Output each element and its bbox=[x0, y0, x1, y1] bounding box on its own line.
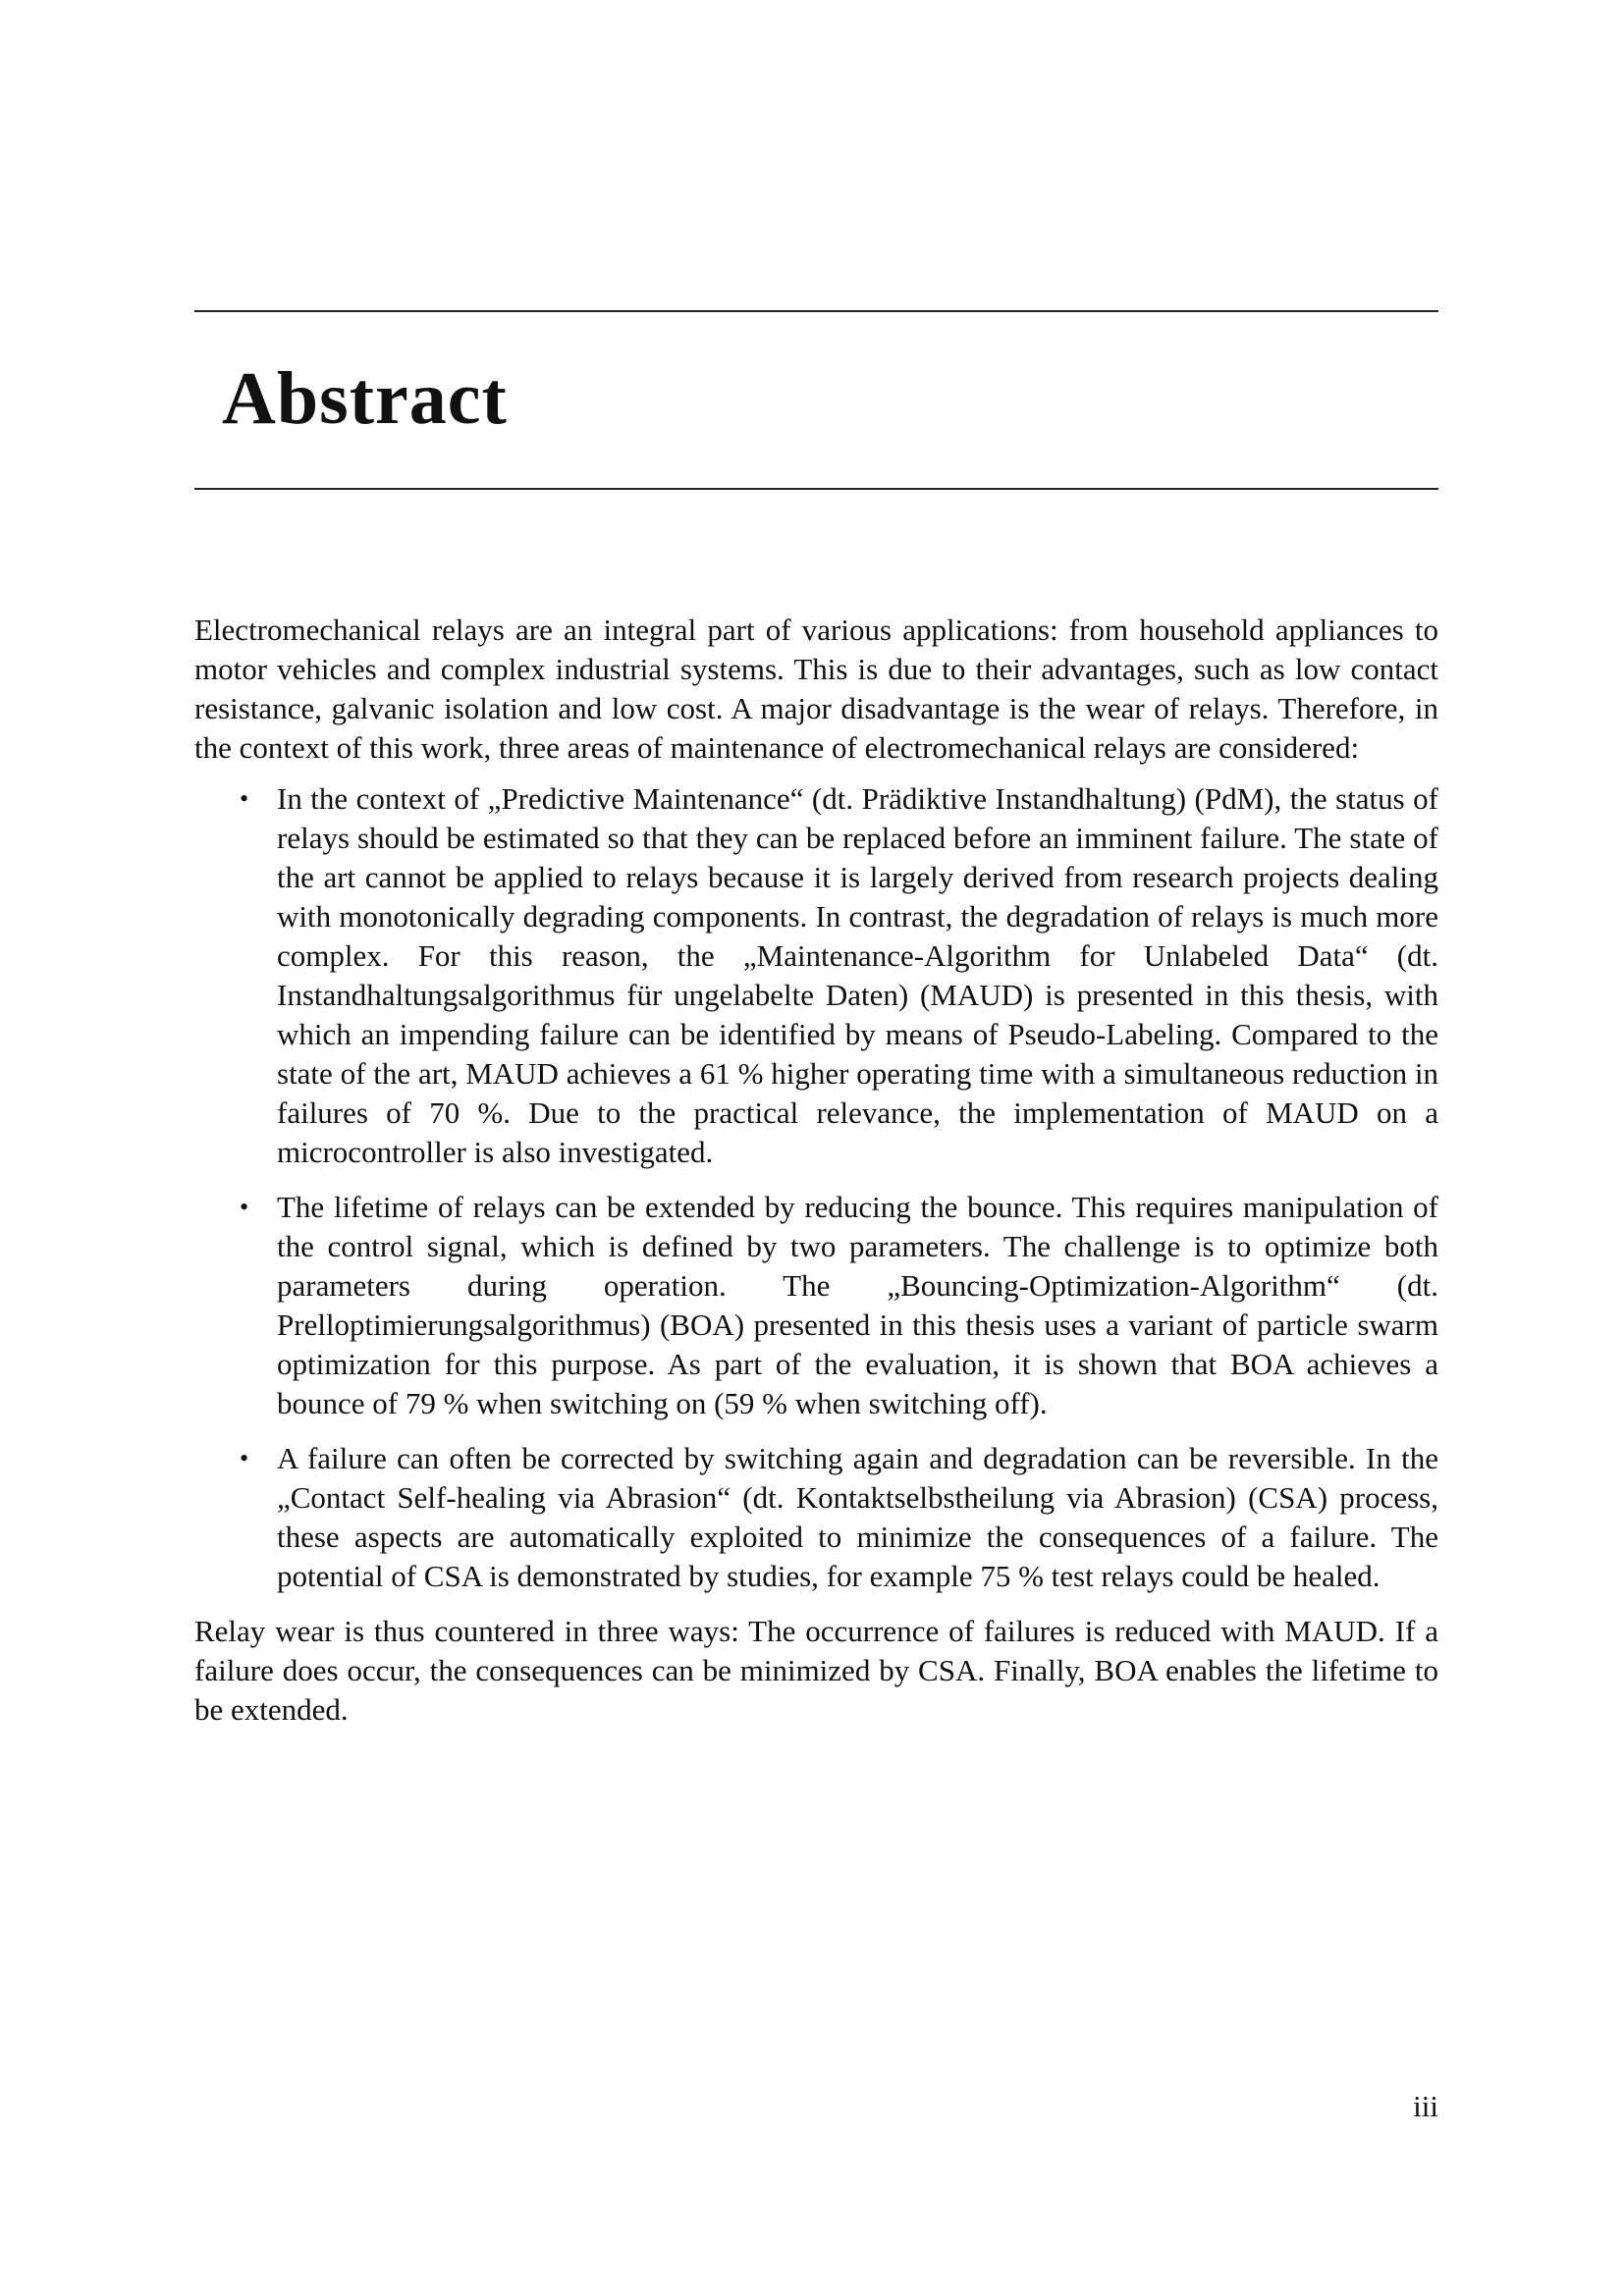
page-number: iii bbox=[1413, 2089, 1438, 2123]
intro-paragraph: Electromechanical relays are an integral part of various applications: from household appliances to motor vehicles and complex industrial systems. This is due to their advantages, such as low contact resistance, galvanic isolation and low cost. A major disadvantage is the wear of relays. Therefore, in the context of this work, three areas of maintenance of electromechanical relays are considered: bbox=[194, 613, 1438, 765]
bullet-icon: • bbox=[240, 1444, 249, 1472]
list-item-pdm bbox=[194, 779, 1438, 1172]
list-item-text: The lifetime of relays can be extended by reducing the bounce. This requires manipulation of the control signal, which is defined by two parameters. The challenge is to optimize both parameters during operation. The „Bouncing-Optimization-Algorithm“ (dt. Prelloptimierungsalgorithmus) (BOA) presented in this thesis uses a variant of particle swarm optimization for this purpose. As part of the evaluation, it is shown that BOA achieves a bounce of 79 % when switching on (59 % when switching off). bbox=[277, 1190, 1438, 1420]
list-item-boa bbox=[194, 1188, 1438, 1423]
abstract-body bbox=[194, 611, 1438, 1730]
chapter-title: Abstract bbox=[222, 357, 508, 440]
list-item-text: A failure can often be corrected by switching again and degradation can be reversible. In the „Contact Self-healing via Abrasion“ (dt. Kontaktselbstheilung via Abrasion) (CSA) process, these aspects are automatically exploited to minimize the consequences of a failure. The potential of CSA is demonstrated by studies, for example 75 % test relays could be healed. bbox=[277, 1441, 1438, 1593]
chapter-bottom-rule bbox=[194, 488, 1438, 490]
bullet-icon: • bbox=[240, 1193, 249, 1221]
list-item-text: In the context of „Predictive Maintenance“ (dt. Prädiktive Instandhaltung) (PdM), the status of relays should be estimated so that they can be replaced before an imminent failure. The state of the art cannot be applied to relays because it is largely derived from research projects dealing with monotonically degrading components. In contrast, the degradation of relays is much more complex. For this reason, the „Maintenance-Algorithm for Unlabeled Data“ (dt. Instandhaltungsalgorithmus für ungelabelte Daten) (MAUD) is presented in this thesis, with which an impending failure can be identified by means of Pseudo-Labeling. Compared to the state of the art, MAUD achieves a 61 % higher operating time with a simultaneous reduction in failures of 70 %. Due to the practical relevance, the implementation of MAUD on a microcontroller is also investigated. bbox=[277, 781, 1438, 1169]
chapter-top-rule bbox=[194, 310, 1438, 312]
list-item-csa bbox=[194, 1439, 1438, 1596]
bullet-icon: • bbox=[240, 784, 249, 813]
maintenance-areas-list bbox=[194, 779, 1438, 1596]
conclusion-paragraph: Relay wear is thus countered in three ways: The occurrence of failures is reduced with MAUD. If a failure does occur, the consequences can be minimized by CSA. Finally, BOA enables the lifetime to be extended. bbox=[194, 1614, 1438, 1727]
